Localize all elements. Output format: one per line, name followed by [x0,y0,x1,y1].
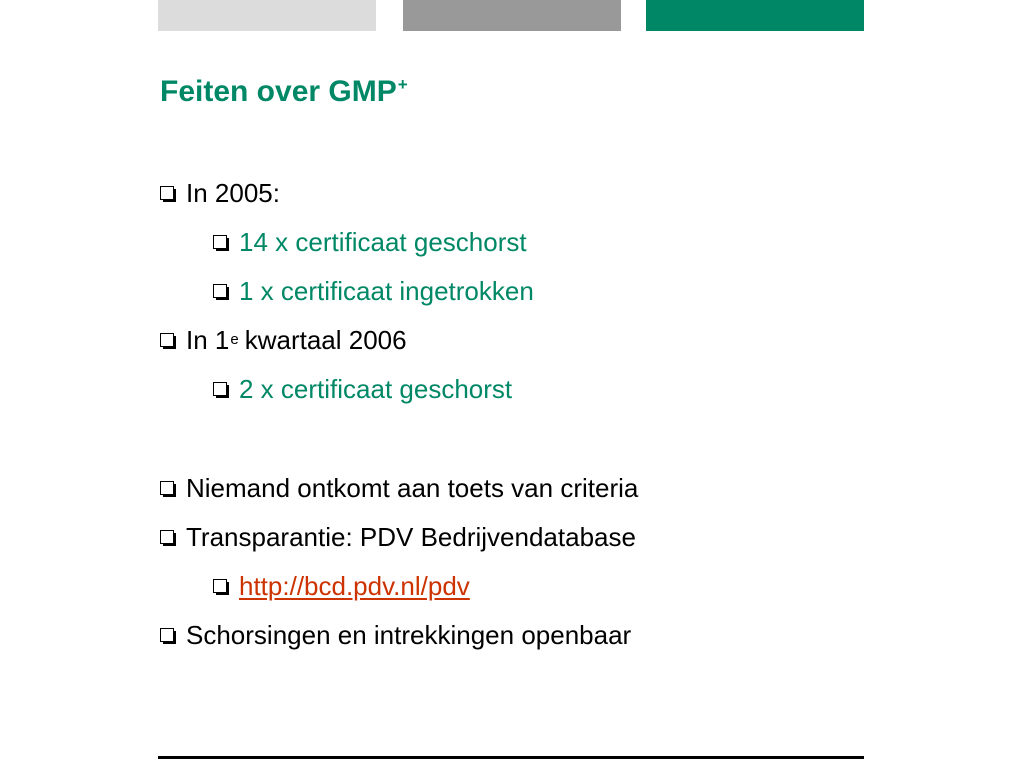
checkbox-icon [160,481,174,495]
sub-bullet-withdrawn-1 [213,271,534,311]
bullet-text: Niemand ontkomt aan toets van criteria [186,472,639,503]
slide-title-text: Feiten over GMP [160,75,397,108]
slide-title [160,72,408,112]
header-bar-gray [403,0,621,31]
sub-bullet-database-link [213,566,470,606]
database-link[interactable]: http://bcd.pdv.nl/pdv [239,570,470,601]
sub-bullet-suspended-2 [213,369,512,409]
header-bar-light [158,0,376,31]
bottom-divider [158,756,864,759]
checkbox-icon [160,186,174,200]
bullet-text: Transparantie: PDV Bedrijvendatabase [186,521,636,552]
bullet-criteria [160,468,638,508]
bullet-in-2005 [160,173,280,213]
bullet-text: Schorsingen en intrekkingen openbaar [186,619,632,650]
checkbox-icon [160,530,174,544]
bullet-text: In 2005: [186,177,280,208]
checkbox-icon [213,382,227,396]
bullet-text: 2 x certificaat geschorst [239,373,513,404]
bullet-q1-2006: In 1 e kwartaal 2006 [160,320,407,360]
bullet-text: 14 x certificaat geschorst [239,226,527,257]
bullet-text-suffix: kwartaal 2006 [244,324,407,355]
checkbox-icon [213,579,227,593]
checkbox-icon [213,235,227,249]
bullet-transparency [160,517,636,557]
checkbox-icon [160,333,174,347]
bullet-public [160,615,631,655]
checkbox-icon [160,628,174,642]
slide-title-superscript: + [397,75,408,94]
bullet-text: 1 x certificaat ingetrokken [239,275,534,306]
sub-bullet-suspended-14 [213,222,527,262]
header-bar-green [646,0,864,31]
checkbox-icon [213,284,227,298]
bullet-text-prefix: In 1 [186,324,230,355]
